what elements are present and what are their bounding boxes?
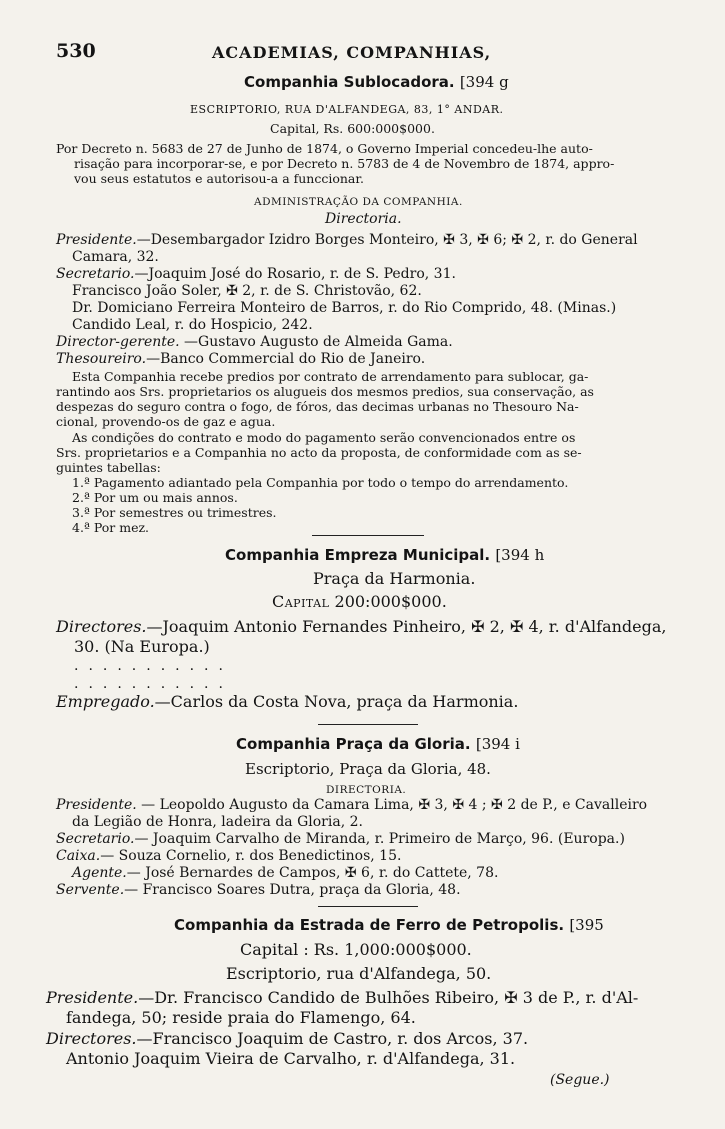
para-line: As condições do contrato e modo do pagamento serão convencionados entre os xyxy=(72,430,576,445)
para-line: rantindo aos Srs. proprietarios os alugueis dos mesmos predios, sua conservação, as xyxy=(56,384,594,399)
entry-text: — Souza Cornelio, r. dos Benedictinos, 15. xyxy=(100,848,402,864)
section-title-sublocadora xyxy=(244,73,509,92)
title-ref: [394 g xyxy=(459,73,509,91)
role-label: Agente. xyxy=(72,865,127,881)
office-line: Escriptorio, Praça da Gloria, 48. xyxy=(245,760,491,778)
entry-text: Antonio Joaquim Vieira de Carvalho, r. d'Alfandega, 31. xyxy=(66,1049,516,1068)
entry-text: — José Bernardes de Campos, ✠ 6, r. do Cattete, 78. xyxy=(126,865,499,881)
admin-heading: ADMINISTRAÇÃO DA COMPANHIA. xyxy=(254,196,463,208)
secretario-entry xyxy=(56,831,625,848)
description-paragraph xyxy=(56,369,594,429)
para-line: Esta Companhia recebe predios por contrato de arrendamento para sublocar, ga- xyxy=(72,369,589,384)
caixa-entry xyxy=(56,848,401,865)
presidente-entry xyxy=(46,988,638,1028)
directores-entry xyxy=(56,617,667,657)
section-title-petropolis xyxy=(174,916,604,935)
list-item: 3.ª Por semestres ou trimestres. xyxy=(72,505,277,520)
thesoureiro-entry xyxy=(56,351,425,368)
role-label: Directores. xyxy=(56,617,147,636)
gerente-entry xyxy=(56,334,453,351)
entry-text: —Desembargador Izidro Borges Monteiro, ✠ 3, ✠ 6; ✠ 2, r. do General xyxy=(136,232,638,248)
section-title-praca-gloria xyxy=(236,735,520,754)
para-line: risação para incorporar-se, e por Decreto n. 5783 de 4 de Novembro de 1874, appro- xyxy=(74,156,615,171)
title-text: Companhia da Estrada de Ferro de Petropolis. xyxy=(174,916,565,934)
role-label: Presidente. xyxy=(56,232,137,248)
entry-text: Camara, 32. xyxy=(72,249,159,265)
title-text: Companhia Sublocadora. xyxy=(244,73,455,91)
para-line: despezas do seguro contra o fogo, de fóros, das decimas urbanas no Thesouro Na- xyxy=(56,399,579,414)
para-line: Por Decreto n. 5683 de 27 de Junho de 1874, o Governo Imperial concedeu-lhe auto- xyxy=(56,141,593,156)
para-line: Srs. proprietarios e a Companhia no acto da proposta, de conformidade com as se- xyxy=(56,445,582,460)
ellipsis-row: ........... xyxy=(74,658,233,674)
entry-text: —Francisco Joaquim de Castro, r. dos Arcos, 37. xyxy=(136,1029,529,1048)
entry-text: —Banco Commercial do Rio de Janeiro. xyxy=(146,351,426,367)
presidente-entry xyxy=(56,797,647,831)
continued-note: (Segue.) xyxy=(550,1072,610,1088)
role-label: Empregado. xyxy=(56,692,155,711)
capital-label: Capital xyxy=(272,592,330,611)
role-label: Caixa. xyxy=(56,848,101,864)
title-ref: [394 h xyxy=(495,546,545,564)
section-title-empreza-municipal xyxy=(225,546,544,565)
entry-text: — Joaquim Carvalho de Miranda, r. Primeiro de Março, 96. (Europa.) xyxy=(134,831,625,847)
capital-line xyxy=(272,592,447,612)
entry-text: —Carlos da Costa Nova, praça da Harmonia. xyxy=(154,692,519,711)
directoria-heading: DIRECTORIA. xyxy=(326,784,407,796)
section-divider xyxy=(318,906,418,907)
title-ref: [394 i xyxy=(475,735,520,753)
place-line: Praça da Harmonia. xyxy=(313,569,476,588)
capital-value: 200:000$000. xyxy=(334,592,447,611)
role-label: Secretario. xyxy=(56,266,135,282)
agente-entry xyxy=(72,865,498,882)
entry-text: 30. (Na Europa.) xyxy=(74,637,210,656)
list-item: 2.ª Por um ou mais annos. xyxy=(72,490,238,505)
directoria-heading: Directoria. xyxy=(325,211,402,227)
list-item: 1.ª Pagamento adiantado pela Companhia por todo o tempo do arrendamento. xyxy=(72,475,569,490)
member-line: Francisco João Soler, ✠ 2, r. de S. Christovão, 62. xyxy=(72,283,422,299)
role-label: Presidente. xyxy=(56,797,137,813)
directores-entry xyxy=(46,1029,528,1069)
entry-text: —Joaquim José do Rosario, r. de S. Pedro, 31. xyxy=(134,266,456,282)
payment-table-list xyxy=(72,475,568,535)
role-label: Presidente. xyxy=(46,988,139,1007)
role-label: Secretario. xyxy=(56,831,135,847)
title-text: Companhia Praça da Gloria. xyxy=(236,735,471,753)
role-label: Thesoureiro. xyxy=(56,351,147,367)
list-item: 4.ª Por mez. xyxy=(72,520,150,535)
title-text: Companhia Empreza Municipal. xyxy=(225,546,491,564)
empregado-entry xyxy=(56,692,518,712)
entry-text: fandega, 50; reside praia do Flamengo, 64. xyxy=(66,1008,416,1027)
member-line: Candido Leal, r. do Hospicio, 242. xyxy=(72,317,313,333)
para-line: guintes tabellas: xyxy=(56,460,161,475)
entry-text: — Leopoldo Augusto da Camara Lima, ✠ 3, ✠ 4 ; ✠ 2 de P., e Cavalleiro xyxy=(141,797,648,813)
title-ref: [395 xyxy=(569,916,604,934)
role-label: Director-gerente. xyxy=(56,334,180,350)
member-list xyxy=(72,283,616,334)
running-head: ACADEMIAS, COMPANHIAS, xyxy=(212,43,492,62)
member-line: Dr. Domiciano Ferreira Monteiro de Barros, r. do Rio Comprido, 48. (Minas.) xyxy=(72,300,617,316)
page-number: 530 xyxy=(56,40,96,62)
role-label: Servente. xyxy=(56,882,125,898)
entry-text: —Gustavo Augusto de Almeida Gama. xyxy=(179,334,453,350)
entry-text: —Joaquim Antonio Fernandes Pinheiro, ✠ 2, ✠ 4, r. d'Alfandega, xyxy=(146,617,667,636)
capital-line: Capital : Rs. 1,000:000$000. xyxy=(240,940,472,959)
section-divider xyxy=(318,724,418,725)
secretario-entry xyxy=(56,266,456,283)
ellipsis-row: ........... xyxy=(74,676,233,692)
conditions-paragraph xyxy=(56,430,582,475)
para-line: vou seus estatutos e autorisou-a a funccionar. xyxy=(74,171,364,186)
para-line: cional, provendo-os de gaz e agua. xyxy=(56,414,276,429)
office-line: Escriptorio, rua d'Alfandega, 50. xyxy=(226,964,492,983)
office-address: ESCRIPTORIO, RUA D'ALFANDEGA, 83, 1° ANDAR. xyxy=(190,103,504,116)
section-divider xyxy=(312,535,424,536)
capital-line: Capital, Rs. 600:000$000. xyxy=(270,121,435,136)
entry-text: — Francisco Soares Dutra, praça da Gloria, 48. xyxy=(124,882,461,898)
entry-text: —Dr. Francisco Candido de Bulhões Ribeiro, ✠ 3 de P., r. d'Al- xyxy=(138,988,639,1007)
role-label: Directores. xyxy=(46,1029,137,1048)
presidente-entry xyxy=(56,232,638,266)
decree-paragraph xyxy=(56,141,614,186)
entry-text: da Legião de Honra, ladeira da Gloria, 2. xyxy=(72,814,363,830)
servente-entry xyxy=(56,882,461,899)
